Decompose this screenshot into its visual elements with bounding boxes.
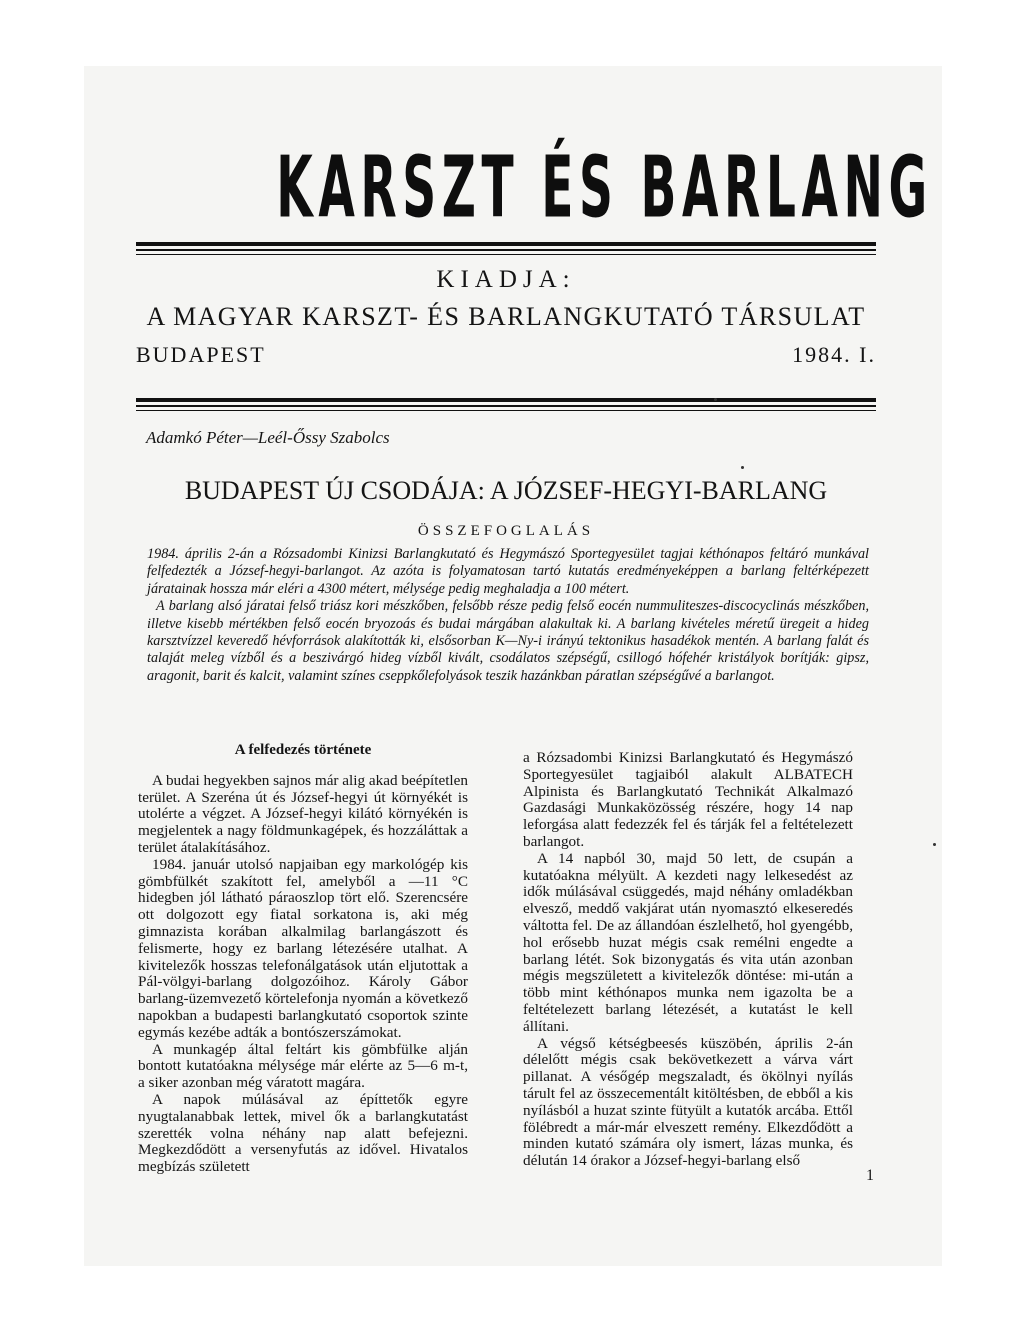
- left-column: [138, 742, 468, 1176]
- masthead-container: [136, 136, 933, 237]
- journal-masthead: KARSZT ÉS BARLANG: [276, 137, 933, 237]
- section-heading: A felfedezés története: [234, 742, 372, 758]
- masthead-rule: [136, 242, 876, 255]
- publication-city: BUDAPEST: [136, 342, 266, 367]
- article-authors: Adamkó Péter—Leél-Őssy Szabolcs: [146, 428, 390, 447]
- print-speck: [741, 466, 744, 469]
- print-speck: [933, 843, 936, 846]
- body-paragraph: A végső kétségbeesés küszöbén, április 2-án délelőtt mégis csak bekövetkezett a várva várt pillanat. A vésőgép megszaladt, és ökölnyi nyílás tárult fel az összecementált kitöltésben, de ebből a kis nyílásból a huzat szinte fütyült a kutatók arcába. Ettől fölébredt a már-már elveszett remény. Elkezdődött a minden kutató számára oly ismert, lázas munka, és délután 14 órakor a József-hegyi-barlang első: [523, 1034, 853, 1170]
- summary-paragraph: A barlang alsó járatai felső triász kori mészkőben, felsőbb része pedig felső eocén nummuliteszes-discocyclinás mészkőben, illetve kisebb mértékben felső eocén bryozoás és budai márgában alakultak ki. A barlang kivételes méretű üregeit a hideg karsztvízzel keveredő hévforrások alakították ki, elsősorban K—Ny-i irányú tektonikus hasadékok mentén. A barlang falát és talaját meleg vízből és a beszivárgó hideg vízből kivált, csodálatos szépségű, csillogó hófehér kristályok borítják: gipsz, aragonit, barit és kalcit, valamint színes cseppkőlefolyások teszik hazánkban páratlan szépségűvé a barlangot.: [147, 598, 869, 684]
- summary-abstract: [147, 546, 869, 685]
- body-paragraph: A napok múlásával az építtetők egyre nyugtalanabbak lettek, mivel ők a barlangkutatást szerették volna néhány nap alatt befejezni. Megkezdődött a versenyfutás az idővel. Hivatalos megbízás született: [138, 1090, 468, 1176]
- issue-number: 1984. I.: [792, 342, 876, 367]
- print-speck: [714, 398, 717, 401]
- right-column: [523, 750, 853, 1170]
- body-paragraph: A budai hegyekben sajnos már alig akad beépítetlen terület. A Szeréna út és József-hegyi út környékét is utolérte a végzet. A József-hegyi kilátó környékén is megjelentek a nagy földmunkagépek, és hozzáláttak a terület átalakításához.: [138, 771, 468, 856]
- body-paragraph: A 14 napból 30, majd 50 lett, de csupán a kutatóakna mélyült. A kezdeti nagy lelkesedést az idők múlásával csüggedés, majd néhány omladékban elvesző, meddő vakjárat után nyomasztó elkeseredés váltotta fel. De az állandóan észlelhető, hol gyengébb, hol erősebb huzat mégis csak remélni engedte a barlang létét. Sok bizonygatás és vita után azonban mégis megszületett a kivitelezők döntése: mi-után a több mint kéthónapos munka nem igazolta be a feltételezett barlang létezését, a kutatást le kell állítani.: [523, 849, 853, 1035]
- page-number: 1: [866, 1167, 874, 1184]
- body-paragraph: A munkagép által feltárt kis gömbfülke alján bontott kutatóakna mélysége már elérte az 5—6 m-t, a siker azonban még váratott magára.: [138, 1040, 468, 1092]
- header-rule: [136, 398, 876, 411]
- body-paragraph: a Rózsadombi Kinizsi Barlangkutató és Hegymászó Sportegyesület tagjaiból alakult ALBATECH Alpinista és Barlangkutató Technikát Alkalmazó Gazdasági Munkaközösség részére, hogy 14 nap leforgása alatt fedezzék fel és tárják fel a feltételezett barlangot.: [523, 749, 853, 850]
- publisher-name: A MAGYAR KARSZT- ÉS BARLANGKUTATÓ TÁRSULAT: [146, 302, 866, 331]
- summary-heading: ÖSSZEFOGLALÁS: [417, 523, 595, 539]
- article-title: BUDAPEST ÚJ CSODÁJA: A JÓZSEF-HEGYI-BARLANG: [184, 476, 828, 505]
- publisher-label: KIADJA:: [436, 266, 576, 293]
- body-paragraph: 1984. január utolsó napjaiban egy markológép kis gömbfülkét szakított fel, amelyből a —11 °C hidegben jól látható páraoszlop tört elő. Szerencsére ott dolgozott egy fiatal sorkatona is, aki még gimnazista korában alkalmilag barlangászott és felismerte, hogy ez barlang létezésére utalhat. A kivitelezők hosszas telefonálgatások után eljutottak a Pál-völgyi-barlang dolgozóihoz. Károly Gábor barlang-üzemvezető körtelefonja nyomán a következő napokban a budapesti barlangkutató csoportok szinte egymás kezébe adták a bontószerszámokat.: [138, 855, 468, 1041]
- summary-paragraph: 1984. április 2-án a Rózsadombi Kinizsi Barlangkutató és Hegymászó Sportegyesület tagjai kéthónapos feltáró munkával felfedezték a József-hegyi-barlangot. Az azóta is folyamatosan tartó kutatás eredményeképpen a barlang feltérképezett járatainak hossza már eléri a 4300 métert, mélysége pedig meghaladja a 100 métert.: [147, 546, 869, 597]
